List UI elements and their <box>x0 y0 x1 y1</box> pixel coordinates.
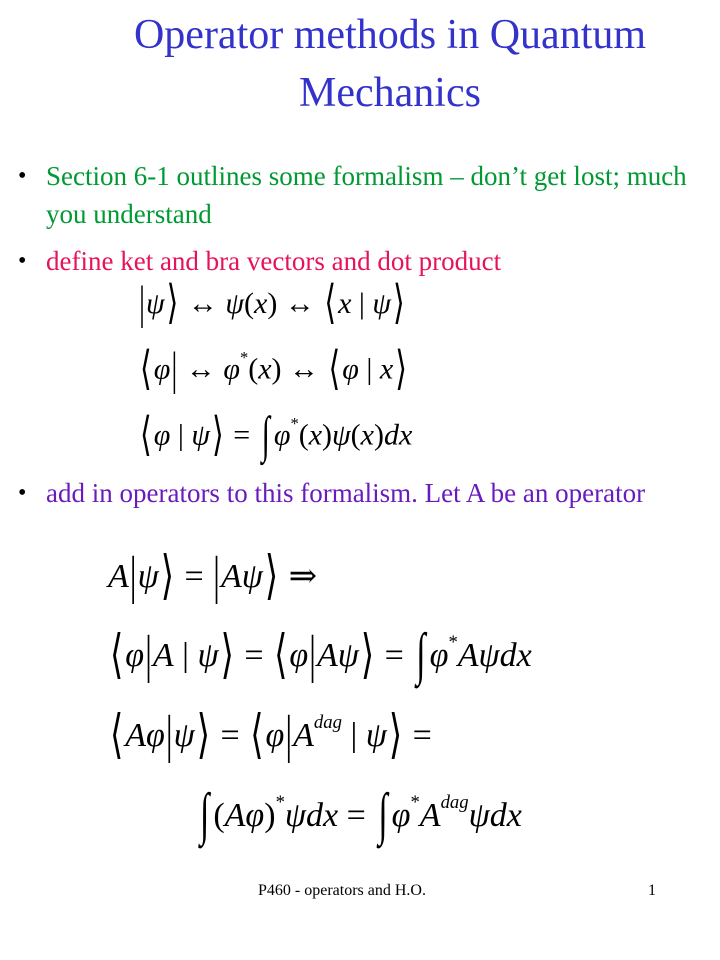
equation-bra-phi: ⟨φ| ↔ φ*(x) ↔ ⟨φ | x⟩ <box>140 343 407 395</box>
equation-matrix-element: ⟨φ|A | ψ⟩ = ⟨φ|Aψ⟩ = ∫ φ*Aψdx <box>110 623 532 687</box>
bullet-text: Section 6-1 outlines some formalism – don’t get lost; much you understand <box>46 161 687 229</box>
footer-page-number: 1 <box>648 882 656 899</box>
title-line-2: Mechanics <box>299 70 481 116</box>
equation-dot-product: ⟨φ | ψ⟩ = ∫ φ*(x)ψ(x)dx <box>140 406 413 463</box>
bullet-section-intro <box>18 157 708 233</box>
slide-title <box>60 6 720 122</box>
bullet-marker: • <box>18 163 27 189</box>
equation-adjoint-integral: ∫ (Aφ)*ψdx = ∫ $\varphi^*A^{dag}\psi dx$ <box>200 783 522 847</box>
bullet-ket-bra <box>18 242 708 280</box>
equation-ket-psi: |ψ⟩ ↔ ψ(x) ↔ ⟨x | ψ⟩ <box>139 277 405 330</box>
bullet-marker: • <box>18 248 27 274</box>
footer-course: P460 - operators and H.O. <box>258 882 426 899</box>
bullet-text: add in operators to this formalism. Let A be an operator <box>46 478 646 508</box>
bullet-operators <box>18 474 708 512</box>
equation-adjoint: ⟨Aφ|ψ⟩ = $⟨\varphi|A^{dag}$ | ψ⟩ = <box>110 706 432 765</box>
equation-operator-action: A|ψ⟩ = |Aψ⟩ ⇒ <box>108 547 318 606</box>
title-line-1: Operator methods in Quantum <box>133 12 647 58</box>
bullet-text: define ket and bra vectors and dot product <box>46 246 502 276</box>
bullet-marker: • <box>18 480 27 506</box>
